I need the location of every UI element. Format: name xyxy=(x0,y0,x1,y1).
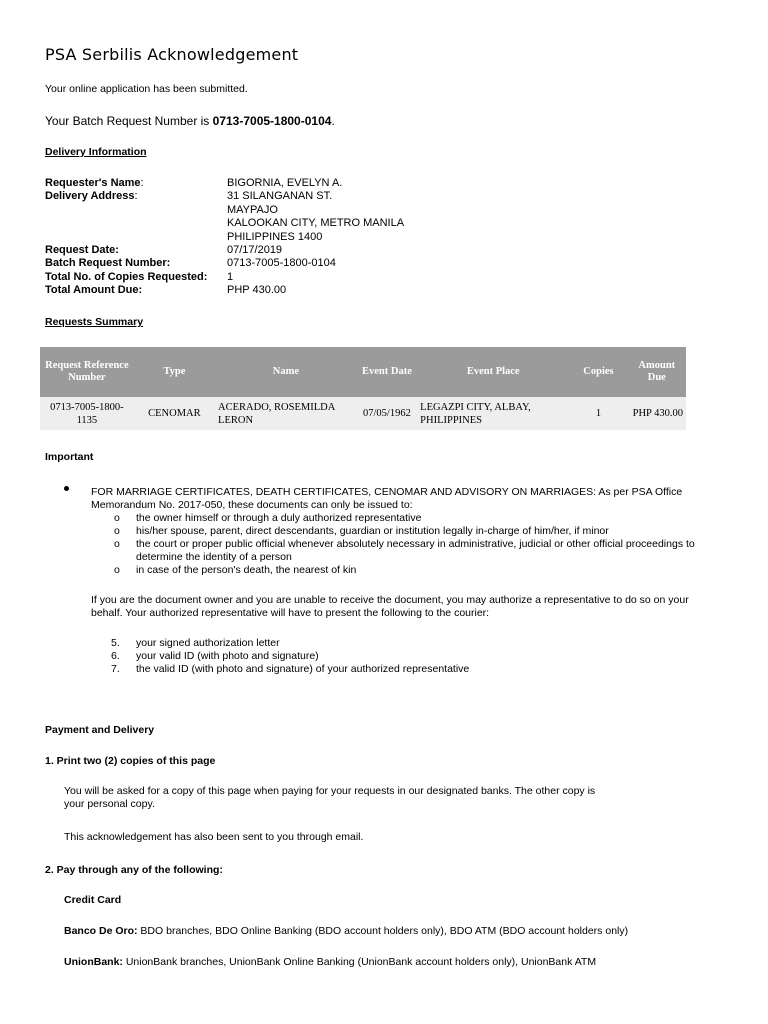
col-name: Name xyxy=(215,347,357,397)
batch-line-suffix: . xyxy=(331,114,335,128)
cell-type: CENOMAR xyxy=(134,397,215,430)
item-number: 6. xyxy=(111,650,120,662)
address-line: KALOOKAN CITY, METRO MANILA xyxy=(227,217,405,230)
address-line: 31 SILANGANAN ST. xyxy=(227,190,333,203)
item-text: the valid ID (with photo and signature) of your authorized representative xyxy=(136,663,470,675)
amount-label: Total Amount Due: xyxy=(45,284,143,297)
col-amount: Amount Due xyxy=(628,347,686,397)
item-number: 7. xyxy=(111,663,120,675)
payment-heading: Payment and Delivery xyxy=(45,724,155,736)
important-heading: Important xyxy=(45,451,94,463)
item-number: 5. xyxy=(111,637,120,649)
sub-marker: o xyxy=(114,538,120,550)
delivery-info: Requester's Name: BIGORNIA, EVELYN A. Delivery Address: 31 SILANGANAN ST. MAYPAJO KALOOKAN CITY, METRO MANILA PHILIPPINES 1400 Request Date: 07/17/2019 Batch Request Number: 0713-7005-1800-0104 Total No. of Copies Requested: 1 Total Amount Due: PHP 430.00 xyxy=(45,177,405,297)
sub-marker: o xyxy=(114,512,120,524)
address-value xyxy=(227,190,404,244)
col-reference: Request Reference Number xyxy=(40,347,134,397)
list-item xyxy=(114,538,714,564)
sub-marker: o xyxy=(114,525,120,537)
cell-event-place: LEGAZPI CITY, ALBAY, PHILIPPINES xyxy=(417,397,569,430)
representative-list xyxy=(111,637,469,676)
sub-item-text: the court or proper public official whenever absolutely necessary in administrative, judicial or other official proceedings to determine the identity of a person xyxy=(136,538,695,563)
requester-value: BIGORNIA, EVELYN A. xyxy=(227,177,343,189)
list-item xyxy=(114,525,714,538)
credit-card-heading: Credit Card xyxy=(64,894,122,906)
email-notice: This acknowledgement has also been sent to you through email. xyxy=(64,831,364,843)
cell-amount: PHP 430.00 xyxy=(628,397,686,430)
cell-name: ACERADO, ROSEMILDA LERON xyxy=(215,397,357,430)
request-date-value: 07/17/2019 xyxy=(227,244,283,257)
sub-marker: o xyxy=(114,564,120,576)
address-label: Delivery Address xyxy=(45,190,135,203)
list-item xyxy=(114,564,714,577)
bdo-label: Banco De Oro: xyxy=(64,925,138,937)
request-date-label: Request Date: xyxy=(45,244,119,257)
table-header-row xyxy=(40,347,686,397)
item-text: your signed authorization letter xyxy=(136,637,280,649)
copies-value: 1 xyxy=(227,270,234,283)
col-event-place: Event Place xyxy=(417,347,569,397)
col-copies: Copies xyxy=(569,347,627,397)
address-line: MAYPAJO xyxy=(227,203,278,216)
col-type: Type xyxy=(134,347,215,397)
bdo-text: BDO branches, BDO Online Banking (BDO account holders only), BDO ATM (BDO account holders only) xyxy=(137,925,629,937)
sub-item-text: in case of the person's death, the nearest of kin xyxy=(136,564,357,576)
cell-copies: 1 xyxy=(569,397,627,430)
amount-value: PHP 430.00 xyxy=(227,284,287,297)
cell-reference: 0713-7005-1800-1135 xyxy=(40,397,134,430)
requester-label: Requester's Name xyxy=(45,177,141,189)
summary-heading: Requests Summary xyxy=(45,316,144,328)
copies-label: Total No. of Copies Requested: xyxy=(45,270,208,283)
table-row xyxy=(40,397,686,430)
list-item xyxy=(111,663,469,676)
important-bullet-text: FOR MARRIAGE CERTIFICATES, DEATH CERTIFICATES, CENOMAR AND ADVISORY ON MARRIAGES: As per PSA Office Memorandum No. 2017-050, these documents can only be issued to: xyxy=(91,486,683,511)
unionbank-line xyxy=(64,956,596,969)
batch-request-line xyxy=(45,114,335,128)
sub-item-text: the owner himself or through a duly authorized representative xyxy=(136,512,422,524)
batch-number: 0713-7005-1800-0104 xyxy=(212,114,332,128)
sub-item-text: his/her spouse, parent, direct descendants, guardian or institution legally in-charge of him/her, if minor xyxy=(136,525,609,537)
batch-number-value: 0713-7005-1800-0104 xyxy=(227,257,336,270)
list-item xyxy=(111,637,469,650)
list-item xyxy=(111,650,469,663)
page-title: PSA Serbilis Acknowledgement xyxy=(45,45,299,64)
batch-line-prefix: Your Batch Request Number is xyxy=(45,114,213,128)
item-text: your valid ID (with photo and signature) xyxy=(136,650,319,662)
bullet-icon xyxy=(64,486,69,491)
unionbank-text: UnionBank branches, UnionBank Online Banking (UnionBank account holders only), UnionBank ATM xyxy=(122,956,597,968)
list-item xyxy=(114,512,714,525)
address-line: PHILIPPINES 1400 xyxy=(227,230,323,243)
requests-summary-table xyxy=(40,347,686,430)
step1-paragraph: You will be asked for a copy of this page when paying for your requests in our designated banks. The other copy is your personal copy. xyxy=(64,785,596,810)
step1-heading: 1. Print two (2) copies of this page xyxy=(45,755,216,767)
unionbank-label: UnionBank: xyxy=(64,956,123,968)
submitted-message: Your online application has been submitted. xyxy=(45,83,248,95)
delivery-heading: Delivery Information xyxy=(45,146,147,158)
bdo-line xyxy=(64,925,628,938)
batch-number-label: Batch Request Number: xyxy=(45,257,171,270)
step2-heading: 2. Pay through any of the following: xyxy=(45,864,223,876)
representative-paragraph: If you are the document owner and you are unable to receive the document, you may authorize a representative to do so on your behalf. Your authorized representative will have to present the following to the courier: xyxy=(91,594,689,619)
important-sublist xyxy=(114,512,714,577)
col-event-date: Event Date xyxy=(357,347,417,397)
cell-event-date: 07/05/1962 xyxy=(357,397,417,430)
